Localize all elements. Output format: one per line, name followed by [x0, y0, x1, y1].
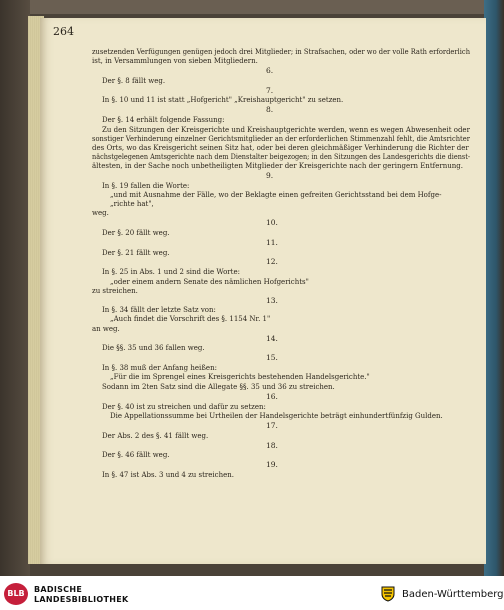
- text-line: Sodann im 2ten Satz sind die Allegate §§. 35 und 36 zu streichen.: [102, 383, 335, 391]
- text-line: „richte hat",: [110, 200, 154, 208]
- text-line: „und mit Ausnahme der Fälle, wo der Beklagte einen gefreiten Gerichtsstand bei dem Hofge-: [110, 191, 442, 199]
- text-line: ältesten, in der Sache noch unbetheiligten Mitglieder der Kreisgerichte nach der geringern Entfernung.: [92, 162, 463, 170]
- section-number: 19.: [266, 460, 278, 469]
- book-spine-right: [484, 0, 504, 576]
- text-line: des Orts, wo das Kreisgericht seinen Sitz hat, oder bei deren gleichmäßiger Verhinderung die Richter der: [92, 144, 469, 152]
- book-spine-left: [0, 0, 30, 576]
- text-line: Der §. 21 fällt weg.: [102, 249, 170, 257]
- section-number: 11.: [266, 238, 278, 247]
- blb-name-line1: BADISCHE: [34, 585, 83, 594]
- text-line: „Auch findet die Vorschrift des §. 1154 Nr. 1": [110, 315, 271, 323]
- section-number: 13.: [266, 296, 278, 305]
- section-number: 10.: [266, 218, 278, 227]
- text-line: Zu den Sitzungen der Kreisgerichte und Kreishauptgerichte werden, wenn es wegen Abwesenheit oder: [102, 126, 470, 134]
- section-number: 14.: [266, 334, 278, 343]
- text-line: sonstiger Verhinderung einzelner Gerichtsmitglieder an der erforderlichen Stimmenzahl fehlt, die Amtsrichter: [92, 135, 470, 143]
- book-cover-top: [0, 0, 504, 14]
- text-line: In §. 47 ist Abs. 3 und 4 zu streichen.: [102, 471, 234, 479]
- text-line: Der §. 8 fällt weg.: [102, 77, 166, 85]
- text-line: „Für die im Sprengel eines Kreisgerichts bestehenden Handelsgerichte.": [110, 373, 370, 381]
- page-number: 264: [53, 25, 74, 38]
- text-line: an weg.: [92, 325, 120, 333]
- section-number: 9.: [266, 171, 274, 180]
- text-line: Der §. 14 erhält folgende Fassung:: [102, 116, 225, 124]
- text-line: In §. 34 fällt der letzte Satz von:: [102, 306, 216, 314]
- text-line: „oder einem andern Senate des nämlichen Hofgerichts": [110, 278, 309, 286]
- text-line: In §. 38 muß der Anfang heißen:: [102, 364, 217, 372]
- text-line: In §. 10 und 11 ist statt „Hofgericht" „Kreishauptgericht" zu setzen.: [102, 96, 344, 104]
- section-number: 12.: [266, 257, 278, 266]
- text-line: ist, in Versammlungen von sieben Mitgliedern.: [92, 57, 258, 65]
- text-line: zusetzenden Verfügungen genügen jedoch drei Mitglieder; in Strafsachen, oder wo der volle Rath erforderlich: [92, 48, 471, 56]
- section-number: 6.: [266, 66, 274, 75]
- text-line: Die Appellationssumme bei Urtheilen der Handelsgerichte beträgt einhundertfünfzig Gulden.: [110, 412, 443, 420]
- bw-label: Baden-Württemberg: [402, 589, 504, 600]
- text-line: nächstgelegenen Amtsgerichte nach dem Dienstalter beigezogen; in den Sitzungen des Landesgerichts die dienst-: [92, 153, 471, 161]
- section-number: 18.: [266, 441, 278, 450]
- bw-coat-of-arms-icon: [379, 584, 397, 602]
- text-line: Die §§. 35 und 36 fallen weg.: [102, 344, 205, 352]
- text-line: Der §. 46 fällt weg.: [102, 451, 170, 459]
- text-line: Der Abs. 2 des §. 41 fällt weg.: [102, 432, 209, 440]
- section-number: 16.: [266, 392, 278, 401]
- text-line: weg.: [92, 209, 109, 217]
- text-line: In §. 19 fallen die Worte:: [102, 182, 190, 190]
- text-line: Der §. 40 ist zu streichen und dafür zu setzen:: [102, 403, 266, 411]
- text-line: zu streichen.: [92, 287, 138, 295]
- section-number: 15.: [266, 353, 278, 362]
- text-line: In §. 25 in Abs. 1 und 2 sind die Worte:: [102, 268, 240, 276]
- section-number: 17.: [266, 421, 278, 430]
- blb-logo-icon: BLB: [4, 583, 28, 605]
- text-line: Der §. 20 fällt weg.: [102, 229, 170, 237]
- section-number: 7.: [266, 86, 274, 95]
- blb-name-line2: LANDESBIBLIOTHEK: [34, 595, 129, 604]
- section-number: 8.: [266, 105, 274, 114]
